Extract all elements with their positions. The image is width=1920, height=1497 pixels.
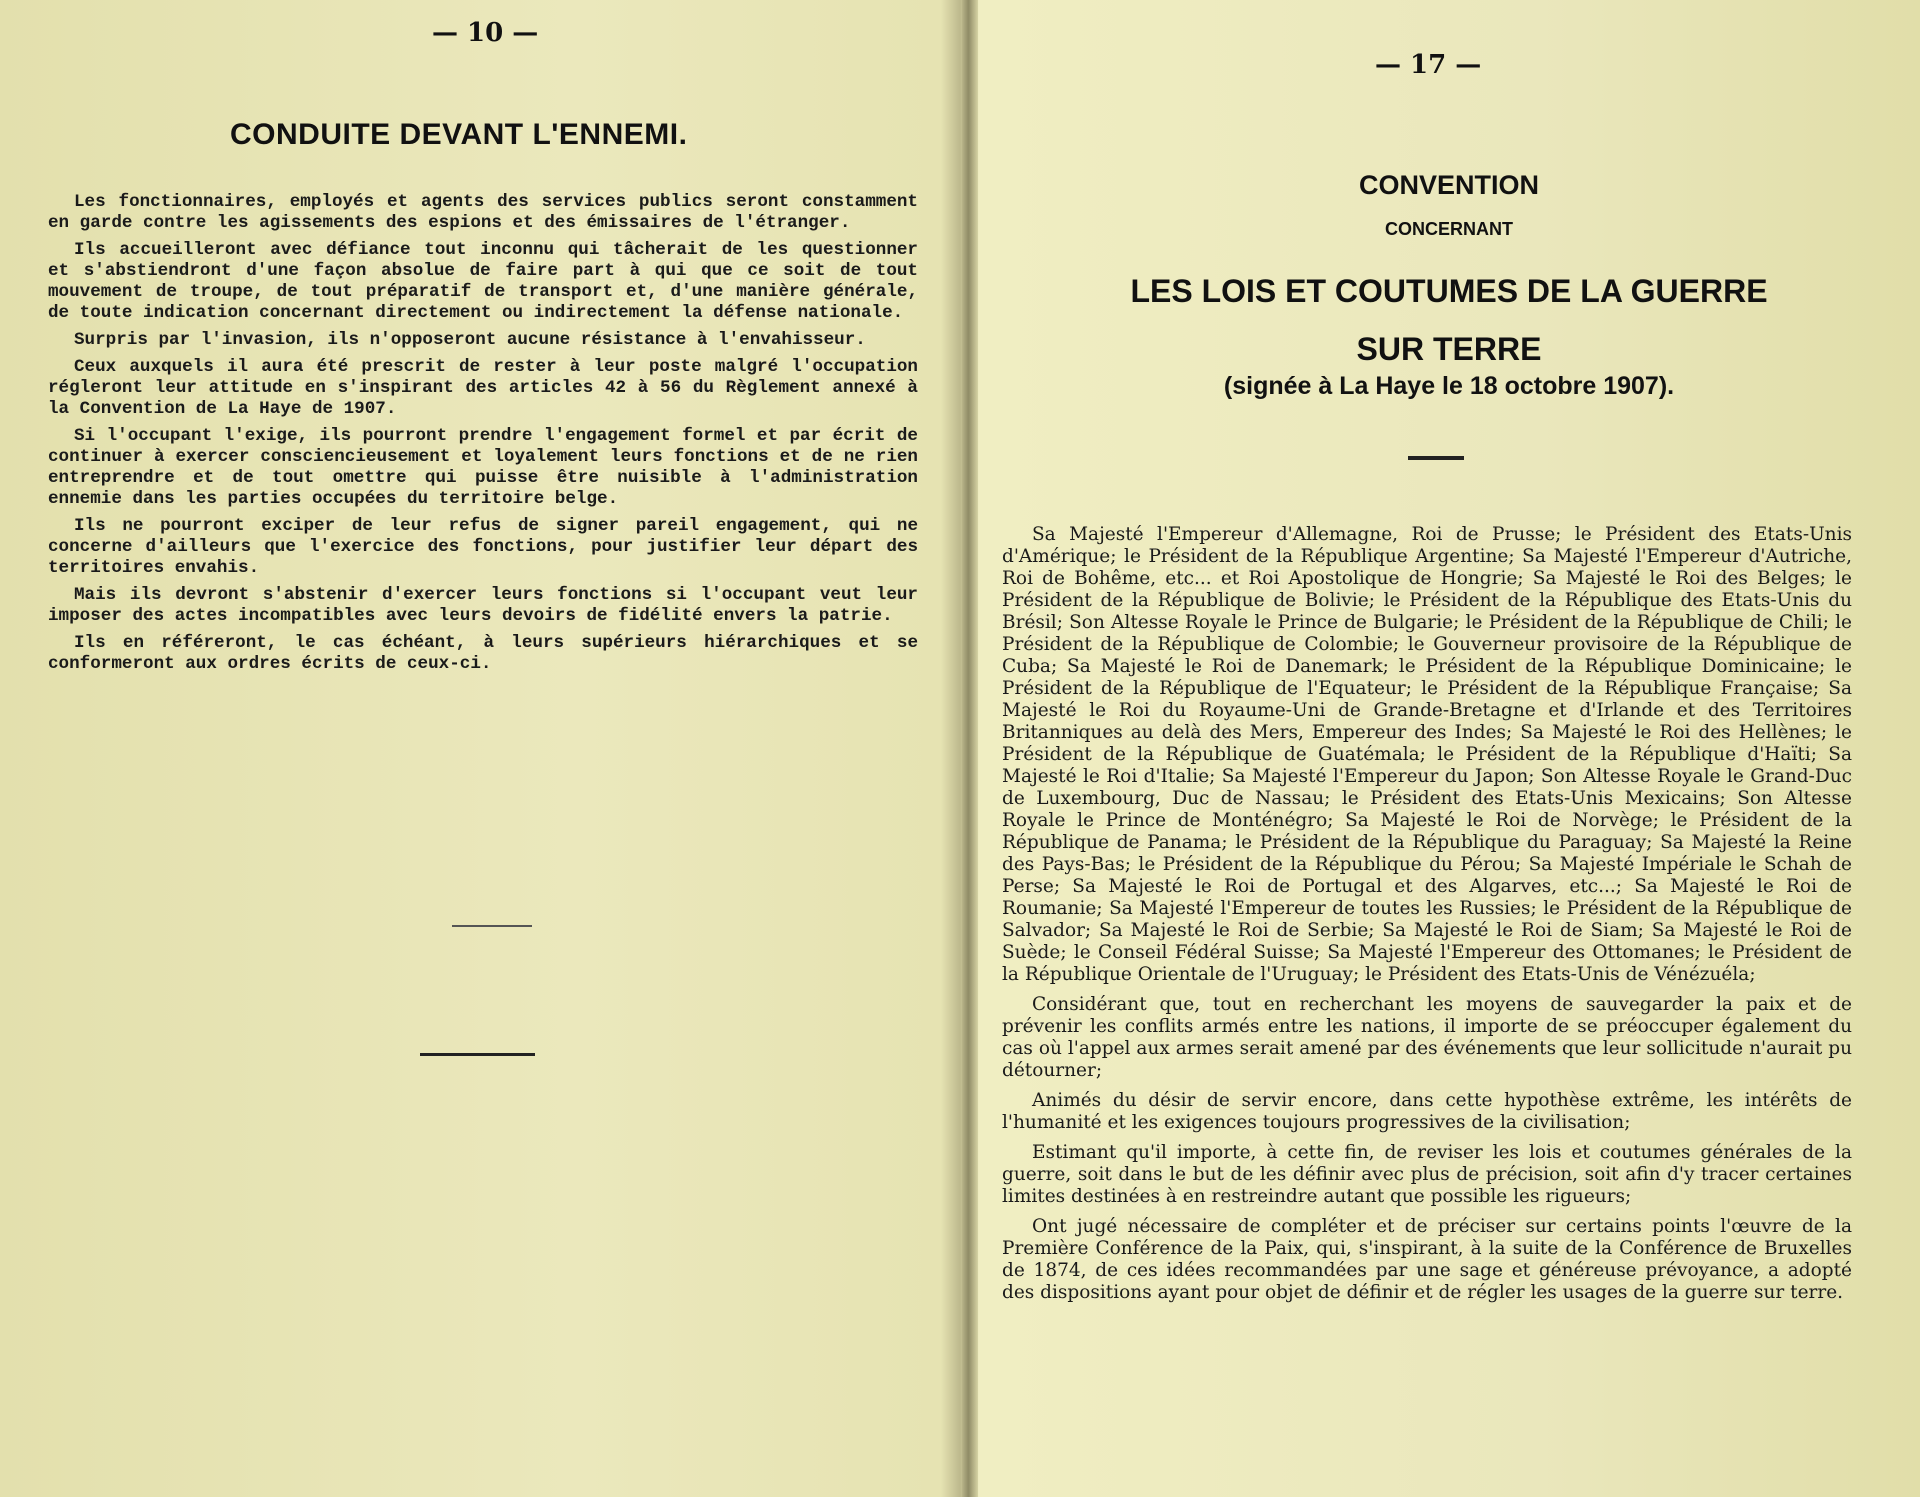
left-page-body <box>48 192 918 681</box>
right-page-body <box>1002 524 1852 1312</box>
main-title-line-2: SUR TERRE <box>1356 331 1542 367</box>
section-divider <box>420 1053 535 1056</box>
left-paragraph: Si l'occupant l'exige, ils pourront prendre l'engagement formel et par écrit de continuer à exercer consciencieusement et loyalement leurs fonctions et de ne rien entreprendre et de tout omettre qui puisse être nuisible à l'administration ennemie dans les parties occupées du territoire belge. <box>48 426 918 509</box>
left-page-number: — 10 — <box>432 18 539 48</box>
title-divider <box>1408 456 1464 460</box>
section-divider <box>452 925 532 927</box>
left-paragraph: Les fonctionnaires, employés et agents des services publics seront constamment en garde contre les agissements des espions et des émissaires de l'étranger. <box>48 192 918 233</box>
left-paragraph: Ils en référeront, le cas échéant, à leurs supérieurs hiérarchiques et se conformeront aux ordres écrits de ceux-ci. <box>48 633 918 674</box>
left-paragraph: Ils ne pourront exciper de leur refus de signer pareil engagement, qui ne concerne d'ailleurs que l'exercice des fonctions, pour justifier leur départ des territoires envahis. <box>48 516 918 578</box>
left-paragraph: Ils accueilleront avec défiance tout inconnu qui tâcherait de les questionner et s'abstiendront d'une façon absolue de faire part à qui que ce soit de tout mouvement de troupe, de tout préparatif de transport et, d'une manière générale, de toute indication concernant directement ou indirectement la défense nationale. <box>48 240 918 323</box>
left-paragraph: Surpris par l'invasion, ils n'opposeront aucune résistance à l'envahisseur. <box>74 330 866 350</box>
right-paragraph: Ont jugé nécessaire de compléter et de préciser sur certains points l'œuvre de la Première Conférence de la Paix, qui, s'inspirant, à la suite de la Conférence de Bruxelles de 1874, de ces idées recommandées par une sage et généreuse prévoyance, a adopté des dispositions ayant pour objet de définir et de régler les usages de la guerre sur terre. <box>1002 1216 1852 1303</box>
right-paragraph: Considérant que, tout en recherchant les moyens de sauvegarder la paix et de prévenir les conflits armés entre les nations, il importe de se préoccuper également du cas où l'appel aux armes serait amené par des événements que leur sollicitude n'aurait pu détourner; <box>1002 994 1852 1081</box>
book-gutter <box>962 0 978 1497</box>
convention-main-title <box>978 262 1920 378</box>
right-page <box>978 0 1920 1497</box>
right-paragraph: Sa Majesté l'Empereur d'Allemagne, Roi de Prusse; le Président des Etats-Unis d'Amérique; le Président de la République Argentine; Sa Majesté l'Empereur d'Autriche, Roi de Bohême, etc... et Roi Apostolique de Hongrie; Sa Majesté le Roi des Belges; le Président de la République de Bolivie; le Président de la République des Etats-Unis du Brésil; Son Altesse Royale le Prince de Bulgarie; le Président de la République de Chili; le Président de la République de Colombie; le Gouverneur provisoire de la République de Cuba; Sa Majesté le Roi de Danemark; le Président de la République Dominicaine; le Président de la République de l'Equateur; le Président de la République Française; Sa Majesté le Roi du Royaume-Uni de Grande-Bretagne et d'Irlande et des Territoires Britanniques au delà des Mers, Empereur des Indes; Sa Majesté le Roi des Hellènes; le Président de la République de Guatémala; le Président de la République d'Haïti; Sa Majesté le Roi d'Italie; Sa Majesté l'Empereur du Japon; Son Altesse Royale le Grand-Duc de Luxembourg, Duc de Nassau; le Président des Etats-Unis Mexicains; Son Altesse Royale le Prince de Monténégro; Sa Majesté le Roi de Norvège; le Président de la République de Panama; le Président de la République du Paraguay; Sa Majesté la Reine des Pays-Bas; le Président de la République du Pérou; Sa Majesté Impériale le Schah de Perse; Sa Majesté le Roi de Portugal et des Algarves, etc...; Sa Majesté le Roi de Roumanie; Sa Majesté l'Empereur de toutes les Russies; le Président de la République de Salvador; Sa Majesté le Roi de Serbie; Sa Majesté le Roi de Siam; Sa Majesté le Roi de Suède; le Conseil Fédéral Suisse; Sa Majesté l'Empereur des Ottomanes; le Président de la République Orientale de l'Uruguay; le Président des Etats-Unis de Vénézuéla; <box>1002 524 1852 985</box>
left-paragraph: Ceux auxquels il aura été prescrit de rester à leur poste malgré l'occupation régleront leur attitude en s'inspirant des articles 42 à 56 du Règlement annexé à la Convention de La Haye de 1907. <box>48 357 918 419</box>
left-page-title: CONDUITE DEVANT L'ENNEMI. <box>230 118 688 151</box>
right-paragraph: Estimant qu'il importe, à cette fin, de reviser les lois et coutumes générales de la guerre, soit dans le but de les définir avec plus de précision, soit afin d'y tracer certaines limites destinées à en restreindre autant que possible les rigueurs; <box>1002 1142 1852 1207</box>
left-paragraph: Mais ils devront s'abstenir d'exercer leurs fonctions si l'occupant veut leur imposer des actes incompatibles avec leurs devoirs de fidélité envers la patrie. <box>48 585 918 626</box>
convention-date: (signée à La Haye le 18 octobre 1907). <box>1223 372 1675 400</box>
convention-subtitle: CONCERNANT <box>1385 219 1513 239</box>
right-page-number: — 17 — <box>1375 50 1482 80</box>
main-title-line-1: LES LOIS ET COUTUMES DE LA GUERRE <box>1130 273 1768 309</box>
right-paragraph: Animés du désir de servir encore, dans cette hypothèse extrême, les intérêts de l'humanité et les exigences toujours progressives de la civilisation; <box>1002 1090 1852 1133</box>
convention-title: CONVENTION <box>1358 170 1539 200</box>
